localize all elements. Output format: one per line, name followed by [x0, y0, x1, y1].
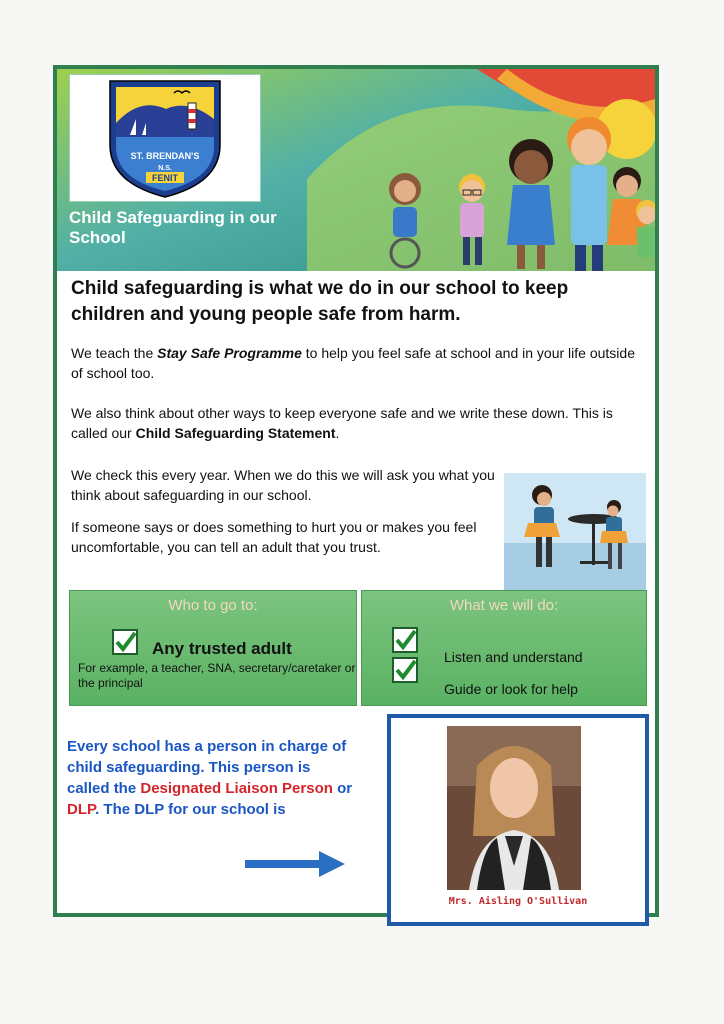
who-to-go-to-box [69, 590, 357, 706]
dlp-t1: Every school has a person in charge of child safeguarding. This person is called the [67, 738, 347, 797]
paragraph-statement [71, 403, 641, 443]
any-trusted-adult: Any trusted adult [152, 639, 292, 658]
dlp-name: Mrs. Aisling O'Sullivan [448, 896, 588, 907]
who-to-go-to-title: Who to go to: [168, 597, 258, 614]
p2-after: . [335, 425, 340, 441]
logo-town: FENIT [152, 173, 178, 183]
talking-illustration [504, 473, 646, 591]
headline: Child safeguarding is what we do in our school to keep children and young people safe from harm. [71, 278, 569, 325]
children-illustration [307, 69, 655, 271]
school-crest-logo [70, 75, 260, 201]
dlp-designated-liaison-person: Designated Liaison Person [140, 780, 333, 797]
dlp-t3: or [332, 780, 353, 797]
header-banner [57, 69, 655, 271]
dlp-photo-frame [387, 714, 649, 926]
safeguarding-poster [53, 65, 659, 917]
dlp-acronym: DLP [67, 801, 96, 818]
child-safeguarding-statement: Child Safeguarding Statement [135, 425, 336, 441]
paragraph-stay-safe [71, 343, 641, 383]
arrow-right-icon [245, 851, 345, 877]
what-we-will-do-title: What we will do: [449, 597, 559, 614]
logo-ns: N.S. [158, 165, 172, 172]
checkbox-checked-icon [392, 657, 418, 683]
checkbox-checked-icon [392, 627, 418, 653]
do-item-listen: Listen and understand [444, 649, 583, 665]
dlp-description [67, 736, 357, 820]
checkbox-checked-icon [112, 629, 138, 655]
dlp-t5: . The DLP for our school is [95, 801, 286, 818]
p2-before: We also think about other ways to keep everyone safe and we write these down. This is called our [71, 405, 613, 441]
paragraph-tell-adult: If someone says or does something to hurt you or makes you feel uncomfortable, you can tell an adult that you trust. [71, 519, 477, 555]
dlp-portrait-photo [447, 726, 581, 890]
logo-school-name: ST. BRENDAN'S [130, 151, 200, 161]
what-we-will-do-box [361, 590, 647, 706]
paragraph-check: We check this every year. When we do this we will ask you what you think about safeguarding in our school. [71, 467, 495, 503]
stay-safe-programme: Stay Safe Programme [157, 345, 302, 361]
school-logo-box [69, 74, 261, 202]
p1-after: to help you feel safe at school and in your life outside of school too. [71, 345, 635, 381]
p1-before: We teach the [71, 345, 158, 361]
trusted-adult-examples: For example, a teacher, SNA, secretary/caretaker or the principal [78, 661, 356, 690]
do-item-guide: Guide or look for help [444, 681, 578, 697]
header-title: Child Safeguarding in our School [69, 208, 277, 247]
